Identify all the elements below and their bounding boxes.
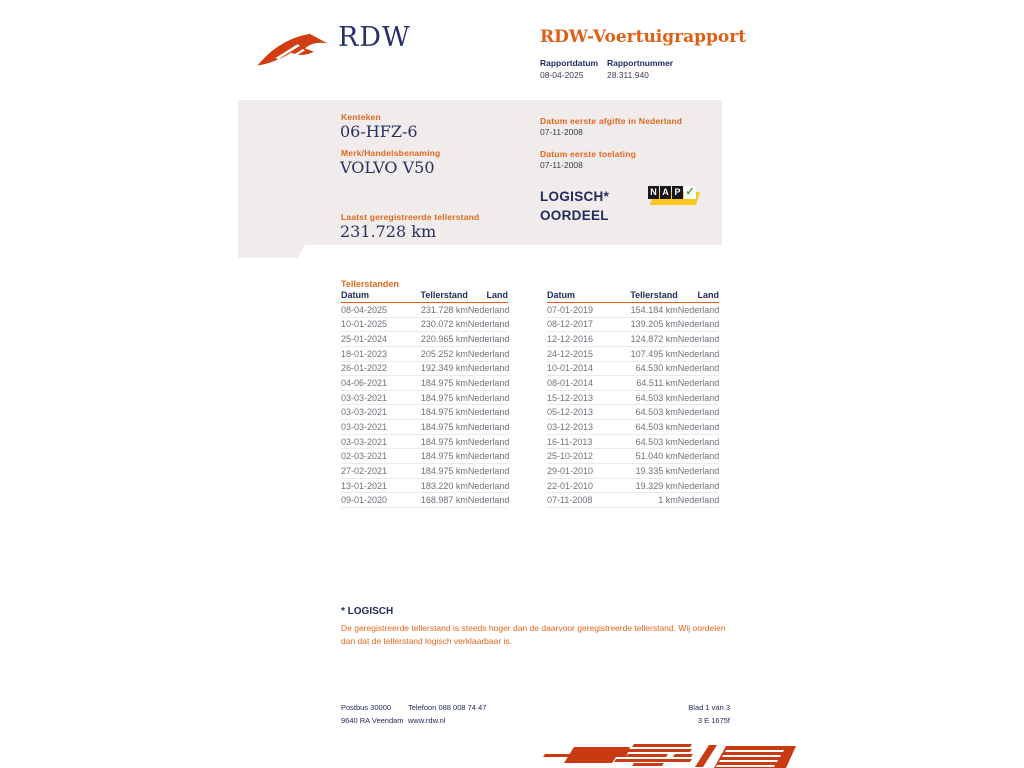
- tellerstanden-table-left: [341, 292, 508, 508]
- table-row: [547, 435, 719, 450]
- table-cell: 64.503 km: [635, 421, 678, 432]
- table-row: [341, 347, 508, 362]
- column-header-land: Land: [486, 290, 508, 300]
- table-row: [341, 420, 508, 435]
- table-cell: 184.975 km: [420, 421, 468, 432]
- column-header-tellerstand: Tellerstand: [420, 290, 468, 300]
- table-row: [341, 493, 508, 508]
- table-cell: 12-12-2016: [547, 334, 594, 345]
- table-row: [341, 303, 508, 318]
- table-cell: 10-01-2014: [547, 363, 594, 374]
- datum-eerste-afgifte-value: 07-11-2008: [540, 127, 583, 137]
- table-cell: 231.728 km: [420, 304, 468, 315]
- table-cell: 08-12-2017: [547, 319, 594, 330]
- table-row: [341, 464, 508, 479]
- page-title: RDW-Voertuigrapport: [540, 27, 747, 47]
- table-cell: Nederland: [677, 392, 720, 403]
- table-cell: Nederland: [467, 495, 510, 506]
- table-cell: Nederland: [467, 436, 510, 447]
- table-cell: Nederland: [677, 407, 720, 418]
- table-cell: Nederland: [467, 363, 510, 374]
- merk-value: VOLVO V50: [340, 158, 435, 177]
- kenteken-label: Kenteken: [341, 112, 381, 122]
- table-cell: 07-01-2019: [547, 304, 594, 315]
- table-cell: Nederland: [467, 421, 510, 432]
- table-cell: 05-12-2013: [547, 407, 594, 418]
- table-cell: 192.349 km: [420, 363, 468, 374]
- table-cell: 139.205 km: [630, 319, 678, 330]
- table-cell: Nederland: [677, 451, 720, 462]
- table-body: [341, 303, 508, 508]
- kenteken-value: 06-HFZ-6: [340, 122, 418, 141]
- table-cell: Nederland: [677, 480, 720, 491]
- table-cell: Nederland: [467, 451, 510, 462]
- footer-website: www.rdw.nl: [408, 716, 446, 725]
- report-date-value: 08-04-2025: [540, 70, 584, 80]
- oordeel-line1: LOGISCH*: [540, 189, 610, 204]
- column-header-land: Land: [697, 290, 719, 300]
- table-row: [547, 303, 719, 318]
- table-cell: 03-03-2021: [341, 407, 388, 418]
- table-cell: 26-01-2022: [341, 363, 388, 374]
- report-number-value: 28.311.940: [607, 70, 649, 80]
- nap-logo: [648, 186, 698, 206]
- report-date-label: Rapportdatum: [540, 58, 599, 68]
- rdw-stripes-decoration: [540, 740, 796, 768]
- table-cell: 64.530 km: [635, 363, 678, 374]
- nap-checkmark-icon: ✓: [685, 186, 695, 198]
- datum-eerste-afgifte-label: Datum eerste afgifte in Nederland: [540, 116, 683, 126]
- table-cell: 02-03-2021: [341, 451, 388, 462]
- table-cell: 184.975 km: [420, 407, 468, 418]
- laatste-tellerstand-label: Laatst geregistreerde tellerstand: [341, 212, 480, 222]
- table-cell: Nederland: [677, 436, 720, 447]
- table-cell: 205.252 km: [420, 348, 468, 359]
- table-cell: Nederland: [677, 378, 720, 389]
- table-cell: 1 km: [658, 495, 678, 506]
- table-cell: 03-12-2013: [547, 421, 594, 432]
- table-cell: Nederland: [677, 495, 720, 506]
- table-cell: 184.975 km: [420, 465, 468, 476]
- table-cell: Nederland: [677, 334, 720, 345]
- table-cell: 29-01-2010: [547, 465, 594, 476]
- table-row: [547, 449, 719, 464]
- table-cell: 16-11-2013: [547, 436, 593, 447]
- table-cell: 09-01-2020: [341, 495, 388, 506]
- tellerstanden-title: Tellerstanden: [341, 279, 399, 289]
- column-header-datum: Datum: [547, 290, 576, 300]
- laatste-tellerstand-value: 231.728 km: [340, 222, 437, 241]
- column-header-tellerstand: Tellerstand: [630, 290, 678, 300]
- table-cell: Nederland: [467, 392, 510, 403]
- table-row: [341, 391, 508, 406]
- table-row: [341, 435, 508, 450]
- table-cell: Nederland: [677, 421, 720, 432]
- table-cell: 64.503 km: [635, 392, 678, 403]
- table-cell: 64.503 km: [635, 407, 678, 418]
- footnote-text: De geregistreerde tellerstand is steeds hoger dan de daarvoor geregistreerde tellerstand. Wij oordelen dan dat de tellerstand logisch verklaarbaar is.: [341, 623, 726, 646]
- table-row: [341, 479, 508, 494]
- footer-address-line1: Postbus 30000: [341, 703, 392, 712]
- table-cell: 27-02-2021: [341, 465, 388, 476]
- nap-letter-a: A: [660, 186, 671, 199]
- table-cell: Nederland: [677, 319, 720, 330]
- table-header: [547, 292, 719, 303]
- table-cell: 168.987 km: [420, 495, 468, 506]
- table-cell: 184.975 km: [420, 392, 468, 403]
- table-cell: Nederland: [467, 480, 510, 491]
- report-number-label: Rapportnummer: [607, 58, 674, 68]
- table-cell: 25-10-2012: [547, 451, 594, 462]
- table-cell: 184.975 km: [420, 436, 468, 447]
- footnote-title: * LOGISCH: [341, 606, 394, 617]
- rdw-bird-logo-icon: [256, 27, 332, 71]
- table-header: [341, 292, 508, 303]
- table-cell: Nederland: [677, 304, 720, 315]
- table-cell: 15-12-2013: [547, 392, 594, 403]
- table-cell: Nederland: [467, 334, 510, 345]
- table-cell: 64.503 km: [635, 436, 678, 447]
- table-cell: 220.965 km: [420, 334, 468, 345]
- table-cell: 230.072 km: [420, 319, 468, 330]
- table-cell: 03-03-2021: [341, 421, 388, 432]
- table-cell: 07-11-2008: [547, 495, 593, 506]
- table-cell: 107.495 km: [630, 348, 678, 359]
- table-cell: 51.040 km: [635, 451, 678, 462]
- table-row: [341, 332, 508, 347]
- tellerstanden-table-right: [547, 292, 719, 508]
- footer-page-number: Blad 1 van 3: [688, 703, 730, 712]
- table-cell: 19.329 km: [635, 480, 678, 491]
- table-row: [547, 405, 719, 420]
- table-cell: Nederland: [467, 348, 510, 359]
- datum-eerste-toelating-label: Datum eerste toelating: [540, 149, 637, 159]
- table-row: [341, 376, 508, 391]
- table-row: [547, 332, 719, 347]
- table-cell: 154.184 km: [630, 304, 678, 315]
- table-row: [341, 362, 508, 377]
- table-cell: Nederland: [677, 363, 720, 374]
- table-cell: 03-03-2021: [341, 436, 388, 447]
- table-cell: 19.335 km: [635, 465, 678, 476]
- table-cell: 18-01-2023: [341, 348, 388, 359]
- table-cell: 184.975 km: [420, 451, 468, 462]
- footer-form-code: 3 E 1675f: [697, 716, 730, 725]
- table-cell: 10-01-2025: [341, 319, 388, 330]
- datum-eerste-toelating-value: 07-11-2008: [540, 160, 583, 170]
- table-row: [547, 420, 719, 435]
- table-cell: Nederland: [677, 348, 720, 359]
- table-row: [547, 347, 719, 362]
- table-cell: Nederland: [467, 407, 510, 418]
- footer-phone: Telefoon 088 008 74 47: [408, 703, 487, 712]
- rdw-logo-wordmark: RDW: [338, 22, 411, 53]
- table-cell: Nederland: [677, 465, 720, 476]
- table-cell: 184.975 km: [420, 378, 468, 389]
- nap-letter-p: P: [672, 186, 683, 199]
- table-cell: 183.220 km: [420, 480, 468, 491]
- table-cell: 124.872 km: [630, 334, 678, 345]
- table-cell: 08-04-2025: [341, 304, 388, 315]
- footer-address-line2: 9640 RA Veendam: [341, 716, 404, 725]
- table-row: [341, 449, 508, 464]
- oordeel-line2: OORDEEL: [540, 208, 609, 223]
- table-body: [547, 303, 719, 508]
- table-cell: Nederland: [467, 378, 510, 389]
- table-cell: 22-01-2010: [547, 480, 594, 491]
- table-row: [341, 405, 508, 420]
- table-cell: 25-01-2024: [341, 334, 388, 345]
- table-row: [547, 464, 719, 479]
- table-cell: 64.511 km: [636, 378, 678, 389]
- table-cell: 24-12-2015: [547, 348, 594, 359]
- table-cell: Nederland: [467, 319, 510, 330]
- table-cell: 04-06-2021: [341, 378, 388, 389]
- table-row: [341, 318, 508, 333]
- table-row: [547, 376, 719, 391]
- table-row: [547, 362, 719, 377]
- table-row: [547, 493, 719, 508]
- table-row: [547, 391, 719, 406]
- table-cell: 03-03-2021: [341, 392, 388, 403]
- nap-letter-n: N: [648, 186, 659, 199]
- column-header-datum: Datum: [341, 290, 370, 300]
- table-cell: Nederland: [467, 304, 510, 315]
- table-cell: 08-01-2014: [547, 378, 594, 389]
- table-cell: Nederland: [467, 465, 510, 476]
- merk-label: Merk/Handelsbenaming: [341, 148, 441, 158]
- table-row: [547, 318, 719, 333]
- table-cell: 13-01-2021: [341, 480, 388, 491]
- table-row: [547, 479, 719, 494]
